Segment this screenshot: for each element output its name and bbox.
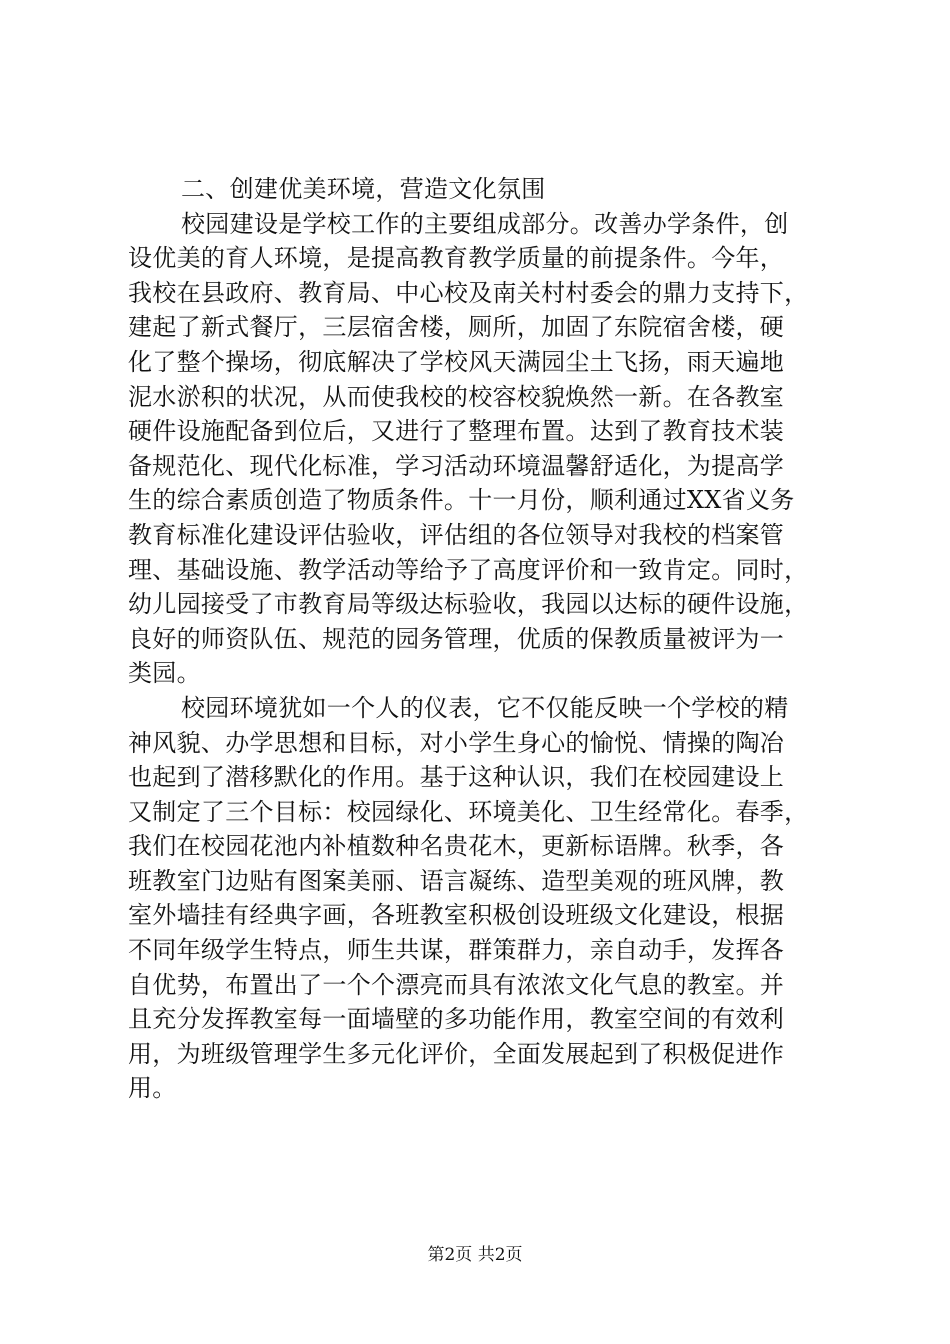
document-body bbox=[128, 172, 858, 1106]
paragraph-line: 用，为班级管理学生多元化评价，全面发展起到了积极促进作 bbox=[128, 1039, 785, 1068]
paragraph-1 bbox=[128, 207, 858, 691]
paragraph-line: 不同年级学生特点，师生共谋，群策群力，亲自动手，发挥各 bbox=[128, 936, 785, 965]
page-number-footer: 第2页 共2页 bbox=[427, 1245, 523, 1265]
paragraph-line: 也起到了潜移默化的作用。基于这种认识，我们在校园建设上 bbox=[128, 763, 785, 792]
paragraph-2 bbox=[128, 691, 858, 1106]
paragraph-line: 又制定了三个目标：校园绿化、环境美化、卫生经常化。春季， bbox=[128, 797, 809, 826]
paragraph-line: 建起了新式餐厅，三层宿舍楼，厕所，加固了东院宿舍楼，硬 bbox=[128, 313, 785, 342]
paragraph-line: 幼儿园接受了市教育局等级达标验收，我园以达标的硬件设施， bbox=[128, 590, 809, 619]
paragraph-line: 班教室门边贴有图案美丽、语言凝练、造型美观的班风牌，教 bbox=[128, 866, 785, 895]
paragraph-line: 自优势，布置出了一个个漂亮而具有浓浓文化气息的教室。并 bbox=[128, 970, 785, 999]
paragraph-line: 我校在县政府、教育局、中心校及南关村村委会的鼎力支持下， bbox=[128, 278, 809, 307]
paragraph-line: 良好的师资队伍、规范的园务管理，优质的保教质量被评为一 bbox=[128, 624, 785, 653]
paragraph-line: 备规范化、现代化标准，学习活动环境温馨舒适化，为提高学 bbox=[128, 451, 785, 480]
paragraph-line: 硬件设施配备到位后，又进行了整理布置。达到了教育技术装 bbox=[128, 417, 785, 446]
paragraph-line: 化了整个操场，彻底解决了学校风天满园尘土飞扬，雨天遍地 bbox=[128, 347, 785, 376]
paragraph-line: 且充分发挥教室每一面墙壁的多功能作用，教室空间的有效利 bbox=[128, 1005, 785, 1034]
paragraph-line: 校园环境犹如一个人的仪表，它不仅能反映一个学校的精 bbox=[181, 693, 789, 722]
paragraph-line: 我们在校园花池内补植数种名贵花木，更新标语牌。秋季，各 bbox=[128, 832, 785, 861]
paragraph-line: 生的综合素质创造了物质条件。十一月份，顺利通过XX省义务 bbox=[128, 486, 795, 515]
paragraph-line: 设优美的育人环境，是提高教育教学质量的前提条件。今年， bbox=[128, 244, 785, 273]
paragraph-line: 用。 bbox=[128, 1074, 177, 1103]
paragraph-line: 泥水淤积的状况，从而使我校的校容校貌焕然一新。在各教室 bbox=[128, 382, 785, 411]
paragraph-line: 教育标准化建设评估验收，评估组的各位领导对我校的档案管 bbox=[128, 520, 785, 549]
paragraph-line: 理、基础设施、教学活动等给予了高度评价和一致肯定。同时， bbox=[128, 555, 809, 584]
section-heading: 二、创建优美环境，营造文化氛围 bbox=[181, 175, 546, 203]
paragraph-line: 室外墙挂有经典字画，各班教室积极创设班级文化建设，根据 bbox=[128, 901, 785, 930]
paragraph-line: 神风貌、办学思想和目标，对小学生身心的愉悦、情操的陶冶 bbox=[128, 728, 785, 757]
paragraph-line: 类园。 bbox=[128, 659, 201, 688]
paragraph-line: 校园建设是学校工作的主要组成部分。改善办学条件，创 bbox=[181, 209, 789, 238]
